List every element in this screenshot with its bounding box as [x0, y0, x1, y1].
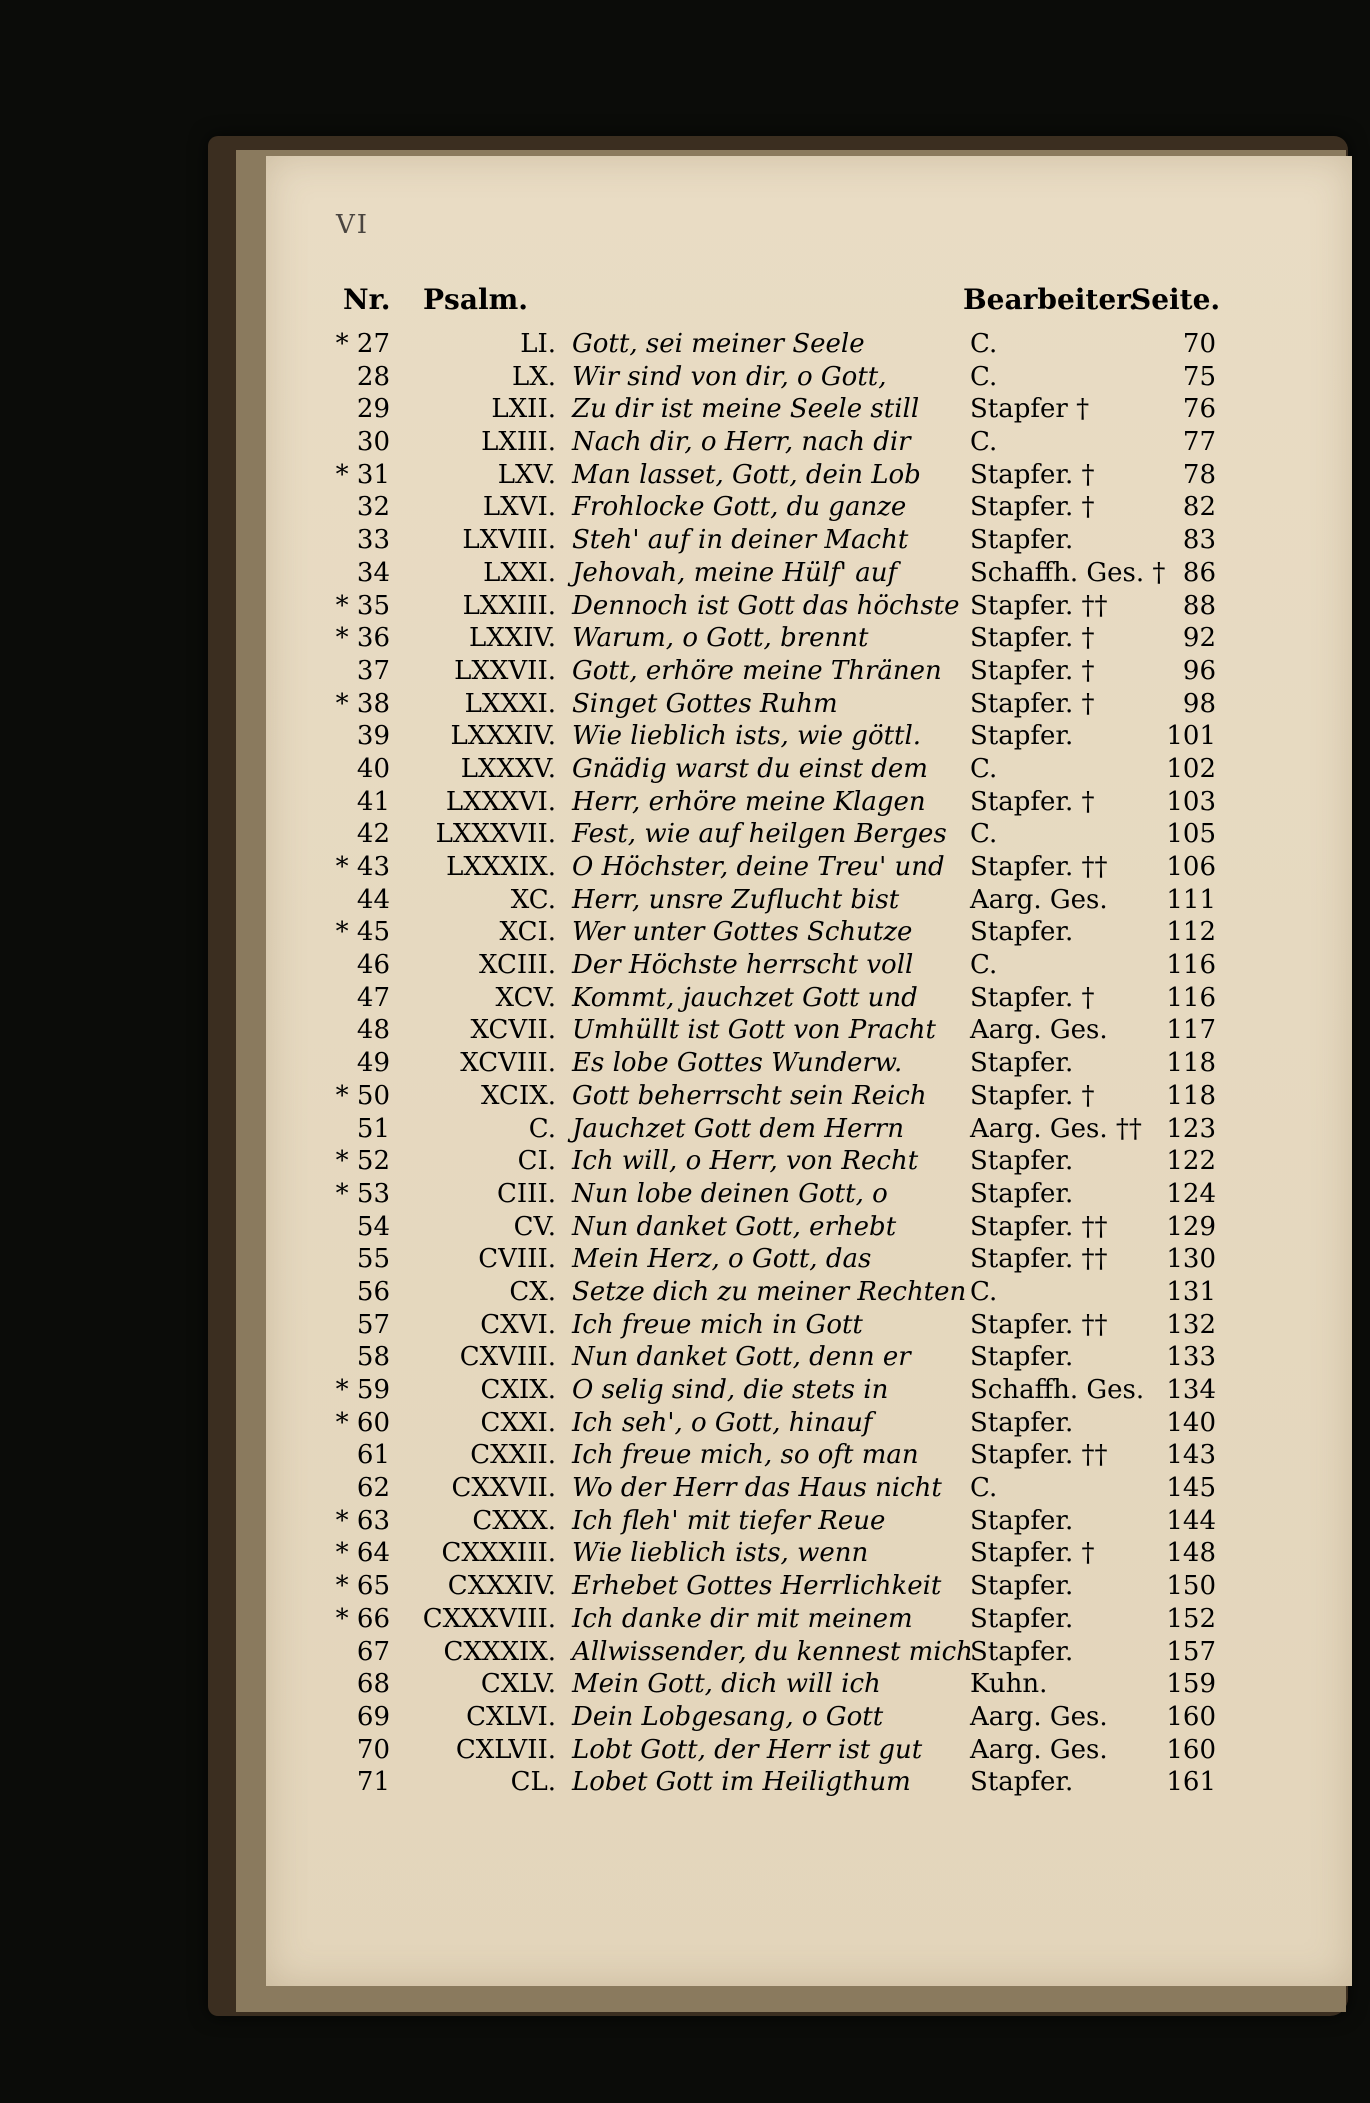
hymn-title: Fest, wie auf heilgen Berges [572, 819, 947, 850]
arranger: Stapfer. †† [970, 1309, 1108, 1340]
hymn-title: Umhüllt ist Gott von Pracht [572, 1015, 936, 1046]
page-ref: 106 [1166, 852, 1216, 882]
table-row [0, 1047, 1370, 1080]
page-ref: 112 [1166, 917, 1216, 948]
row-number: * 31 [335, 459, 390, 490]
column-header-bearbeiter: Bearbeiter. [963, 283, 1139, 316]
psalm-numeral: CXLVI. [466, 1701, 556, 1732]
page-ref: 131 [1166, 1276, 1216, 1307]
page-ref: 124 [1166, 1178, 1216, 1209]
page-ref: 150 [1166, 1571, 1216, 1602]
hymn-title: Mein Herz, o Gott, das [572, 1244, 872, 1275]
row-number: 30 [356, 427, 390, 458]
table-row [0, 524, 1370, 557]
row-number: 67 [356, 1636, 390, 1667]
hymn-title: Setze dich zu meiner Rechten [572, 1276, 967, 1307]
table-row [0, 459, 1370, 492]
hymn-title: Wie lieblich ists, wenn [572, 1538, 869, 1569]
column-header-nr: Nr. [343, 283, 391, 316]
table-row [0, 1014, 1370, 1047]
psalm-numeral: CXXX. [472, 1505, 556, 1536]
hymn-title: Es lobe Gottes Wunderw. [572, 1048, 903, 1079]
row-number: 55 [356, 1244, 390, 1275]
page-ref: 98 [1182, 688, 1216, 719]
table-row [0, 851, 1370, 884]
psalm-numeral: XCIII. [478, 950, 556, 981]
row-number: 57 [356, 1309, 390, 1340]
hymn-title: Nach dir, o Herr, nach dir [572, 427, 911, 458]
row-number: 51 [356, 1113, 390, 1144]
table-row [0, 1211, 1370, 1244]
page-ref: 82 [1182, 492, 1216, 523]
arranger: Stapfer. † [970, 786, 1095, 817]
arranger: Stapfer. † [970, 492, 1095, 523]
row-number: 40 [356, 753, 390, 784]
psalm-numeral: LXXXIX. [446, 852, 556, 882]
arranger: Stapfer. † [970, 623, 1095, 654]
row-number: 34 [356, 557, 390, 588]
psalm-numeral: LXII. [491, 394, 556, 425]
table-row [0, 1668, 1370, 1701]
table-row [0, 916, 1370, 949]
table-row [0, 622, 1370, 655]
row-number: * 27 [335, 329, 390, 359]
row-number: 62 [356, 1473, 390, 1504]
psalm-numeral: LXV. [497, 459, 556, 490]
page-ref: 129 [1166, 1211, 1216, 1242]
row-number: * 36 [335, 623, 390, 654]
row-number: 37 [356, 655, 390, 686]
psalm-numeral: CXXI. [480, 1407, 556, 1438]
page-ref: 134 [1166, 1375, 1216, 1405]
arranger: Stapfer. [970, 1603, 1074, 1634]
hymn-title: Gott, sei meiner Seele [572, 329, 865, 359]
hymn-title: Mein Gott, dich will ich [572, 1669, 881, 1700]
psalm-numeral: LXXXIV. [450, 721, 556, 752]
arranger: C. [970, 753, 998, 784]
table-row [0, 1145, 1370, 1178]
psalm-numeral: LXXIV. [468, 623, 556, 654]
arranger: Stapfer. †† [970, 1211, 1108, 1242]
table-row [0, 1341, 1370, 1374]
row-number: 58 [356, 1342, 390, 1373]
table-row [0, 1309, 1370, 1342]
page-ref: 118 [1166, 1048, 1216, 1079]
row-number: 42 [356, 819, 390, 850]
row-number: * 59 [335, 1375, 390, 1405]
psalm-numeral: CXXXVIII. [422, 1603, 556, 1634]
hymn-title: Nun danket Gott, erhebt [572, 1211, 897, 1242]
hymn-title: Nun lobe deinen Gott, o [572, 1178, 888, 1209]
hymn-title: Gott beherrscht sein Reich [572, 1080, 927, 1111]
hymn-title: Gott, erhöre meine Thränen [572, 655, 942, 686]
page-ref: 160 [1166, 1734, 1216, 1765]
row-number: * 53 [335, 1178, 390, 1209]
table-row [0, 1439, 1370, 1472]
hymn-title: Ich seh', o Gott, hinauf [572, 1407, 873, 1438]
row-number: 39 [356, 721, 390, 752]
row-number: 44 [356, 884, 390, 915]
table-row [0, 1734, 1370, 1767]
row-number: 41 [356, 786, 390, 817]
hymn-title: Dein Lobgesang, o Gott [572, 1701, 884, 1732]
psalm-numeral: LXXI. [483, 557, 556, 588]
table-row [0, 753, 1370, 786]
page-ref: 86 [1182, 557, 1216, 588]
row-number: 33 [356, 525, 390, 556]
row-number: * 45 [335, 917, 390, 948]
page-ref: 145 [1166, 1473, 1216, 1504]
row-number: 71 [356, 1767, 390, 1798]
page-ref: 132 [1166, 1309, 1216, 1340]
hymn-title: Der Höchste herrscht voll [572, 950, 914, 981]
arranger: Schaffh. Ges. † [970, 557, 1166, 588]
hymn-title: Singet Gottes Ruhm [572, 688, 838, 719]
arranger: Stapfer. † [970, 1538, 1095, 1569]
psalm-numeral: CX. [509, 1276, 556, 1307]
arranger: C. [970, 819, 998, 850]
table-row [0, 1178, 1370, 1211]
page-ref: 161 [1166, 1767, 1216, 1798]
table-row [0, 1766, 1370, 1799]
hymn-title: Herr, erhöre meine Klagen [572, 786, 926, 817]
hymn-title: Lobt Gott, der Herr ist gut [572, 1734, 923, 1765]
row-number: 28 [356, 361, 390, 392]
arranger: Aarg. Ges. [970, 1015, 1108, 1046]
hymn-title: Kommt, jauchzet Gott und [572, 982, 918, 1013]
table-row [0, 786, 1370, 819]
hymn-title: Steh' auf in deiner Macht [572, 525, 909, 556]
row-number: * 66 [335, 1603, 390, 1634]
psalm-numeral: XCI. [499, 917, 556, 948]
table-row [0, 1505, 1370, 1538]
arranger: Stapfer. [970, 917, 1074, 948]
page-ref: 96 [1182, 655, 1216, 686]
psalm-numeral: LXVIII. [462, 525, 556, 556]
hymn-title: Herr, unsre Zuflucht bist [572, 884, 900, 915]
table-row [0, 884, 1370, 917]
arranger: Stapfer. [970, 1342, 1074, 1373]
row-number: * 60 [335, 1407, 390, 1438]
hymn-title: Allwissender, du kennest mich [572, 1636, 973, 1667]
table-row [0, 361, 1370, 394]
row-number: * 52 [335, 1146, 390, 1177]
table-row [0, 688, 1370, 721]
page-ref: 123 [1166, 1113, 1216, 1144]
hymn-title: Jauchzet Gott dem Herrn [572, 1113, 904, 1144]
psalm-numeral: CXVI. [480, 1309, 556, 1340]
arranger: Aarg. Ges. [970, 1701, 1108, 1732]
row-number: * 65 [335, 1571, 390, 1602]
table-row [0, 655, 1370, 688]
page-ref: 118 [1166, 1080, 1216, 1111]
hymn-title: O Höchster, deine Treu' und [572, 852, 945, 882]
table-row [0, 1570, 1370, 1603]
psalm-numeral: LXXXVII. [435, 819, 556, 850]
psalm-numeral: CVIII. [478, 1244, 556, 1275]
psalm-numeral: C. [528, 1113, 556, 1144]
hymn-title: Wie lieblich ists, wie göttl. [572, 721, 922, 752]
page-ref: 70 [1182, 329, 1216, 359]
arranger: Stapfer. † [970, 459, 1095, 490]
row-number: * 63 [335, 1505, 390, 1536]
arranger: Stapfer. [970, 1505, 1074, 1536]
psalm-numeral: CL. [510, 1767, 556, 1798]
hymn-title: Ich fleh' mit tiefer Reue [572, 1505, 886, 1536]
row-number: 48 [356, 1015, 390, 1046]
table-row [0, 1113, 1370, 1146]
table-row [0, 1080, 1370, 1113]
row-number: 56 [356, 1276, 390, 1307]
arranger: Aarg. Ges. [970, 884, 1108, 915]
arranger: Stapfer. [970, 525, 1074, 556]
psalm-numeral: CI. [517, 1146, 556, 1177]
psalm-numeral: CXVIII. [459, 1342, 556, 1373]
arranger: Stapfer. †† [970, 1440, 1108, 1471]
arranger: Stapfer. † [970, 688, 1095, 719]
column-header-psalm: Psalm. [423, 283, 528, 316]
row-number: 47 [356, 982, 390, 1013]
arranger: C. [970, 950, 998, 981]
page-ref: 101 [1166, 721, 1216, 752]
table-row [0, 818, 1370, 851]
table-row [0, 1407, 1370, 1440]
psalm-numeral: CXXII. [470, 1440, 556, 1471]
table-row [0, 1243, 1370, 1276]
page-ref: 148 [1166, 1538, 1216, 1569]
page-ref: 144 [1166, 1505, 1216, 1536]
page-number: VI [336, 210, 370, 240]
arranger: Kuhn. [970, 1669, 1048, 1700]
row-number: 54 [356, 1211, 390, 1242]
arranger: C. [970, 1473, 998, 1504]
psalm-numeral: CXXXIV. [447, 1571, 556, 1602]
row-number: 69 [356, 1701, 390, 1732]
page-ref: 105 [1166, 819, 1216, 850]
psalm-numeral: XC. [510, 884, 556, 915]
table-row [0, 1472, 1370, 1505]
hymn-title: Ich will, o Herr, von Recht [572, 1146, 919, 1177]
psalm-numeral: LXXXV. [460, 753, 556, 784]
page-ref: 159 [1166, 1669, 1216, 1700]
psalm-numeral: LXXVII. [454, 655, 556, 686]
row-number: 70 [356, 1734, 390, 1765]
page-ref: 133 [1166, 1342, 1216, 1373]
arranger: Stapfer. [970, 721, 1074, 752]
psalm-numeral: LI. [520, 329, 556, 359]
hymn-title: Gnädig warst du einst dem [572, 753, 928, 784]
arranger: Stapfer. † [970, 1080, 1095, 1111]
hymn-title: Lobet Gott im Heiligthum [572, 1767, 911, 1798]
page-ref: 76 [1182, 394, 1216, 425]
page-ref: 152 [1166, 1603, 1216, 1634]
arranger: Schaffh. Ges. [970, 1375, 1145, 1405]
arranger: Stapfer. †† [970, 852, 1108, 882]
arranger: Stapfer. †† [970, 1244, 1108, 1275]
arranger: C. [970, 427, 998, 458]
page-ref: 92 [1182, 623, 1216, 654]
row-number: 29 [356, 394, 390, 425]
page-ref: 117 [1166, 1015, 1216, 1046]
hymn-title: Wir sind von dir, o Gott, [572, 361, 887, 392]
page-ref: 116 [1166, 950, 1216, 981]
arranger: C. [970, 329, 998, 359]
row-number: * 43 [335, 852, 390, 882]
psalm-numeral: LXXIII. [462, 590, 556, 621]
table-row [0, 1537, 1370, 1570]
hymn-title: Zu dir ist meine Seele still [572, 394, 920, 425]
hymn-title: Wer unter Gottes Schutze [572, 917, 913, 948]
arranger: Stapfer. [970, 1048, 1074, 1079]
arranger: Aarg. Ges. [970, 1734, 1108, 1765]
row-number: 61 [356, 1440, 390, 1471]
hymn-title: Wo der Herr das Haus nicht [572, 1473, 942, 1504]
table-row [0, 1603, 1370, 1636]
page-ref: 103 [1166, 786, 1216, 817]
row-number: 68 [356, 1669, 390, 1700]
page-ref: 88 [1182, 590, 1216, 621]
page-ref: 122 [1166, 1146, 1216, 1177]
psalm-numeral: LXXXI. [464, 688, 556, 719]
row-number: * 35 [335, 590, 390, 621]
hymn-title: Warum, o Gott, brennt [572, 623, 869, 654]
arranger: Stapfer. †† [970, 590, 1108, 621]
table-row [0, 491, 1370, 524]
psalm-numeral: CXXXIX. [443, 1636, 556, 1667]
row-number: 46 [356, 950, 390, 981]
psalm-numeral: XCV. [495, 982, 556, 1013]
hymn-title: Erhebet Gottes Herrlichkeit [572, 1571, 942, 1602]
page-ref: 140 [1166, 1407, 1216, 1438]
table-row [0, 720, 1370, 753]
hymn-title: Jehovah, meine Hülf' auf [572, 557, 898, 588]
arranger: Stapfer. [970, 1636, 1074, 1667]
arranger: Aarg. Ges. †† [970, 1113, 1142, 1144]
page-ref: 83 [1182, 525, 1216, 556]
table-row [0, 982, 1370, 1015]
psalm-numeral: LX. [511, 361, 556, 392]
table-row [0, 393, 1370, 426]
page-ref: 102 [1166, 753, 1216, 784]
hymn-title: O selig sind, die stets in [572, 1375, 889, 1405]
page-ref: 75 [1182, 361, 1216, 392]
hymn-title: Nun danket Gott, denn er [572, 1342, 911, 1373]
row-number: * 38 [335, 688, 390, 719]
page-ref: 130 [1166, 1244, 1216, 1275]
arranger: Stapfer. † [970, 655, 1095, 686]
arranger: C. [970, 1276, 998, 1307]
hymn-title: Ich freue mich, so oft man [572, 1440, 919, 1471]
column-header-seite: Seite. [1131, 283, 1221, 316]
hymn-title: Ich freue mich in Gott [572, 1309, 863, 1340]
psalm-numeral: LXXXVI. [445, 786, 556, 817]
table-row [0, 557, 1370, 590]
hymn-title: Dennoch ist Gott das höchste [572, 590, 960, 621]
table-row [0, 1374, 1370, 1407]
page-ref: 157 [1166, 1636, 1216, 1667]
page-ref: 143 [1166, 1440, 1216, 1471]
psalm-numeral: CXXVII. [451, 1473, 556, 1504]
hymn-title: Frohlocke Gott, du ganze [572, 492, 907, 523]
arranger: Stapfer. [970, 1767, 1074, 1798]
arranger: Stapfer. [970, 1407, 1074, 1438]
table-row [0, 1701, 1370, 1734]
page-ref: 116 [1166, 982, 1216, 1013]
index-table [0, 328, 1370, 1799]
hymn-title: Man lasset, Gott, dein Lob [572, 459, 921, 490]
row-number: 49 [356, 1048, 390, 1079]
psalm-numeral: XCVIII. [460, 1048, 556, 1079]
arranger: Stapfer. † [970, 982, 1095, 1013]
page-ref: 77 [1182, 427, 1216, 458]
psalm-numeral: CXLV. [480, 1669, 556, 1700]
page-ref: 160 [1166, 1701, 1216, 1732]
psalm-numeral: LXIII. [481, 427, 556, 458]
table-row [0, 949, 1370, 982]
arranger: Stapfer. [970, 1178, 1074, 1209]
row-number: * 64 [335, 1538, 390, 1569]
psalm-numeral: CIII. [497, 1178, 556, 1209]
arranger: Stapfer † [970, 394, 1090, 425]
table-row [0, 1636, 1370, 1669]
page-ref: 78 [1182, 459, 1216, 490]
table-row [0, 590, 1370, 623]
psalm-numeral: CV. [513, 1211, 556, 1242]
arranger: C. [970, 361, 998, 392]
psalm-numeral: XCIX. [481, 1080, 556, 1111]
psalm-numeral: XCVII. [470, 1015, 556, 1046]
psalm-numeral: CXIX. [480, 1375, 556, 1405]
row-number: 32 [356, 492, 390, 523]
page-ref: 111 [1166, 884, 1216, 915]
psalm-numeral: CXLVII. [455, 1734, 556, 1765]
hymn-title: Ich danke dir mit meinem [572, 1603, 913, 1634]
psalm-numeral: LXVI. [482, 492, 556, 523]
table-row [0, 328, 1370, 361]
row-number: * 50 [335, 1080, 390, 1111]
table-row [0, 1276, 1370, 1309]
arranger: Stapfer. [970, 1571, 1074, 1602]
psalm-numeral: CXXXIII. [441, 1538, 556, 1569]
table-row [0, 426, 1370, 459]
arranger: Stapfer. [970, 1146, 1074, 1177]
